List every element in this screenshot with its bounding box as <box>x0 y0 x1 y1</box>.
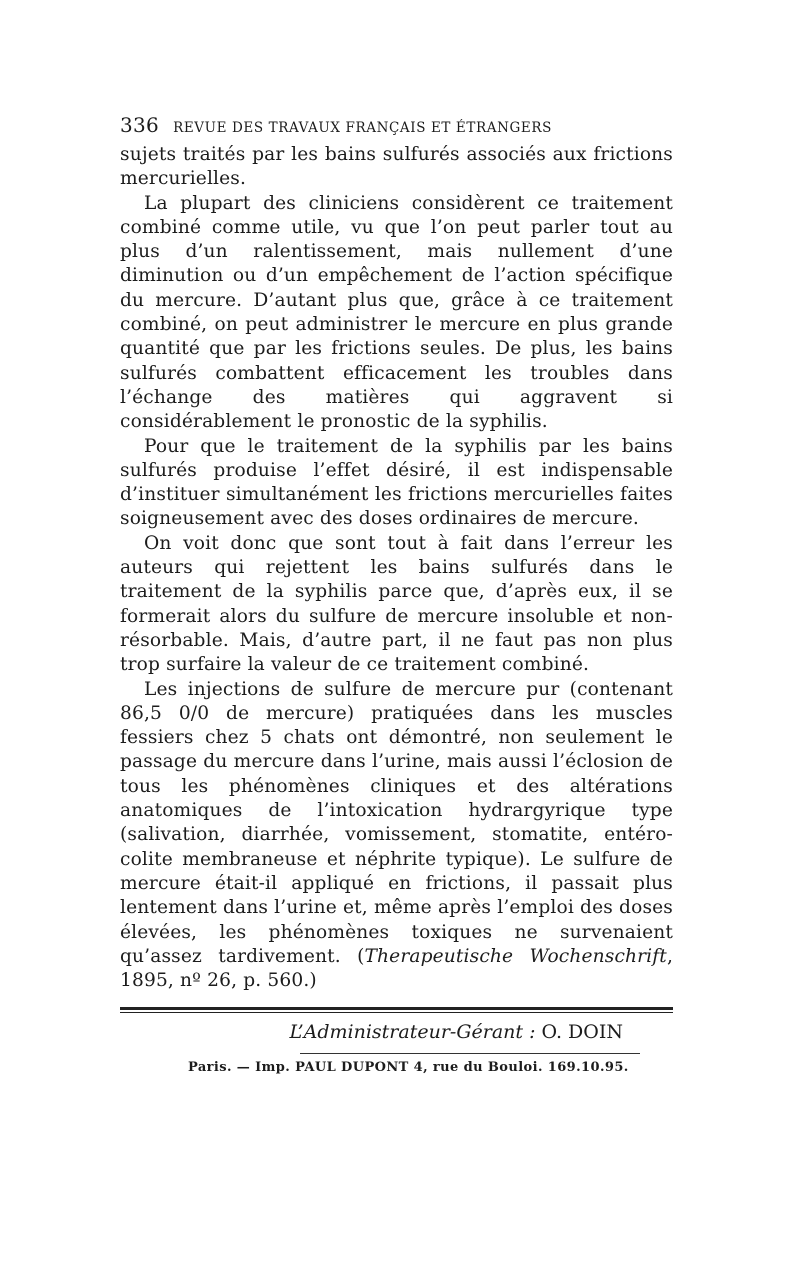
running-head <box>120 113 673 137</box>
running-title: REVUE DES TRAVAUX FRANÇAIS ET ÉTRANGERS <box>173 120 552 136</box>
gerant-name: O. DOIN <box>541 1021 623 1044</box>
paragraph-with-citation <box>120 678 673 994</box>
citation-details: , 1895, nº 26, p. 560.) <box>120 945 673 992</box>
paragraph-text: Les injections de sulfure de mercure pur (contenant 86,5 0/0 de mercure) pratiquées dans les muscles fessiers chez 5 chats ont démontré, non seulement le passage du mercure dans l’urine, mais aussi l’éclosion de tous les phénomènes cliniques et des altérations anatomiques de l’intoxication hydrargyrique type (salivation, diarrhée, vomissement, stomatite, entéro-colite membraneuse et néphrite typique). Le sulfure de mercure était-il appliqué en frictions, il passait plus lentement dans l’urine et, même après l’emploi des doses élevées, les phénomènes toxiques ne survenaient qu’assez tardivement. ( <box>120 678 673 967</box>
printer-imprint: Paris. — Imp. PAUL DUPONT 4, rue du Bouloi. 169.10.95. <box>188 1060 629 1076</box>
body-text <box>120 143 673 993</box>
paragraph: Pour que le traitement de la syphilis par les bains sulfurés produise l’effet désiré, il est indispensable d’instituer simultanément les frictions mercurielles faites soigneusement avec des doses ordinaires de mercure. <box>120 435 673 530</box>
paragraph: La plupart des cliniciens considèrent ce traitement combiné comme utile, vu que l’on peut parler tout au plus d’un ralentissement, mais nullement d’une diminution ou d’un empêchement de l’action spécifique du mercure. D’autant plus que, grâce à ce traitement combiné, on peut administrer le mercure en plus grande quantité que par les frictions seules. De plus, les bains sulfurés combattent efficacement les troubles dans l’échange des matières qui aggravent si considérablement le pronostic de la syphilis. <box>120 192 673 433</box>
citation-journal: Therapeutische Wochenschrift <box>364 945 667 967</box>
paragraph: sujets traités par les bains sulfurés associés aux frictions mercurielles. <box>120 144 673 190</box>
gerant-label: L’Administrateur-Gérant : <box>289 1021 536 1044</box>
paragraph: On voit donc que sont tout à fait dans l’erreur les auteurs qui rejettent les bains sulfurés dans le traitement de la syphilis parce que, d’après eux, il se formerait alors du sulfure de mercure insoluble et non-résorbable. Mais, d’autre part, il ne faut pas non plus trop surfaire la valeur de ce traitement combiné. <box>120 532 673 676</box>
page-number: 336 <box>120 113 160 137</box>
imprint-rule <box>300 1053 640 1054</box>
footer-rule-thin <box>120 1012 673 1013</box>
footer-rule-thick <box>120 1007 673 1010</box>
page <box>120 113 673 1075</box>
gerant-line <box>120 1021 673 1043</box>
